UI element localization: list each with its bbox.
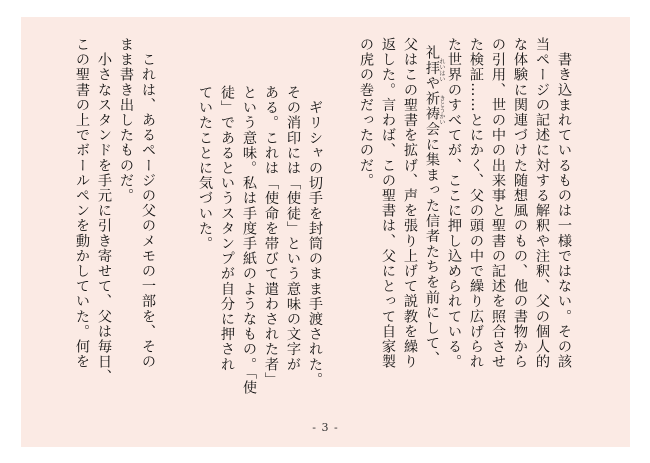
memo-line: その消印には「使徒」という意味の文字が bbox=[285, 85, 301, 372]
text-line: まま書き出したものだ。 bbox=[118, 37, 134, 204]
text-line: た世界のすべてが、ここに押し込められている。 bbox=[446, 37, 462, 370]
word-kitoukai: 祈祷会 bbox=[424, 90, 440, 137]
text-continuation: に集まった信者たちを前にして、 bbox=[424, 136, 440, 367]
text-line-inset bbox=[421, 45, 443, 417]
text-line: た検証……とにかく、父の頭の中で繰り広げられ bbox=[468, 37, 484, 370]
furigana-kitoukai: きとうかい bbox=[438, 95, 445, 125]
text-line: 返した。言わば、この聖書は、父にとって自家製 bbox=[380, 37, 396, 370]
memo-line: という意味。私は手度手紙のようなもの。「使 bbox=[241, 85, 257, 395]
text-line: 父はこの聖書を拡げ、声を張り上げて説教を繰り bbox=[402, 37, 418, 370]
word-ya: や bbox=[424, 75, 440, 91]
furigana-reihai: れいはい bbox=[438, 58, 445, 82]
word-reihai: 礼拝 bbox=[424, 45, 440, 76]
text-line: の虎の巻だったのだ。 bbox=[358, 37, 374, 188]
memo-line: 徒」であるというスタンプが自分に押され bbox=[219, 85, 235, 372]
text-line: この聖書の上でボールペンを動かしていた。何を bbox=[74, 37, 90, 370]
page-number: - 3 - bbox=[312, 421, 339, 434]
text-line: これは、あるページの父のメモの一部を、その bbox=[140, 37, 156, 370]
text-line: 当ページの記述に対する解釈や注釈、父の個人的 bbox=[534, 37, 550, 370]
text-line: 書き込まれているものは一様ではない。その該 bbox=[556, 37, 572, 370]
text-line: 小さなスタンドを手元に引き寄せて、父は毎日、 bbox=[96, 37, 112, 385]
text-line: な体験に関連づけた随想風のもの、他の書物から bbox=[512, 37, 528, 370]
document-page bbox=[21, 17, 630, 447]
memo-line: ギリシャの切手を封筒のまま手渡された。 bbox=[307, 85, 323, 387]
text-line: の引用、世の中の出来事と聖書の記述を照合させ bbox=[490, 37, 506, 370]
memo-line: ある。これは「使命を帯びて遣わされた者」 bbox=[263, 85, 279, 387]
memo-line: ていたことに気づいた。 bbox=[197, 85, 213, 252]
